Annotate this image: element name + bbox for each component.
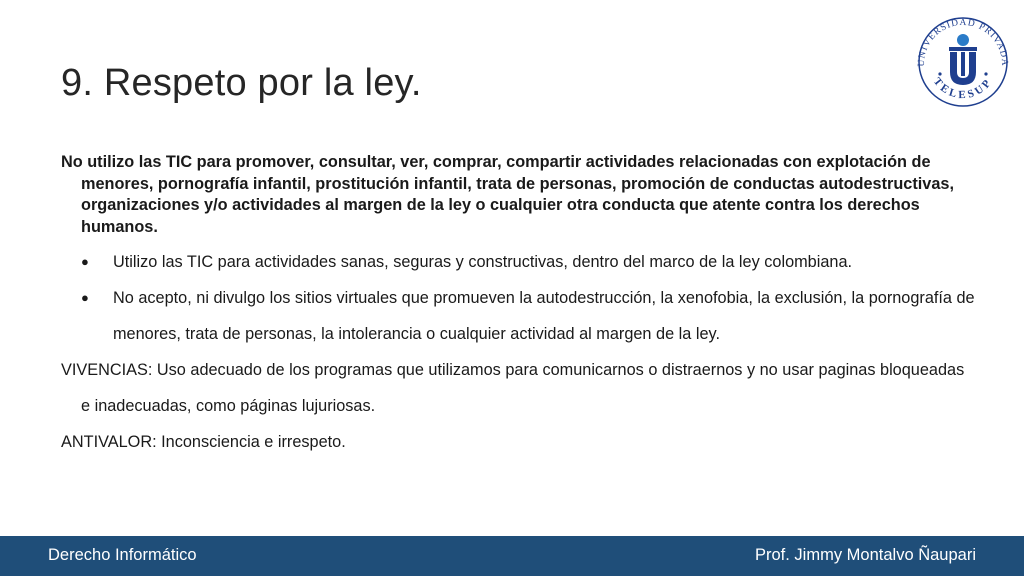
bullet-item [61, 244, 976, 280]
bullet-text: Utilizo las TIC para actividades sanas, seguras y constructivas, dentro del marco de la ley colombiana. [113, 253, 853, 271]
bullet-item [61, 280, 976, 352]
footer-bar [0, 536, 1024, 576]
bullet-text: No acepto, ni divulgo los sitios virtuales que promueven la autodestrucción, la xenofobia, la exclusión, la pornografía de menores, trata de personas, la intolerancia o cualquier actividad al margen de la ley. [113, 289, 975, 343]
footer-professor: Prof. Jimmy Montalvo Ñaupari [755, 546, 976, 564]
bullet-list [61, 244, 976, 352]
footer-course: Derecho Informático [48, 546, 197, 564]
vivencias-paragraph: VIVENCIAS: Uso adecuado de los programas que utilizamos para comunicarnos o distraernos y no usar paginas bloqueadas e inadecuadas, como páginas lujuriosas. [61, 361, 965, 415]
intro-paragraph: No utilizo las TIC para promover, consultar, ver, comprar, compartir actividades relacionadas con explotación de menores, pornografía infantil, prostitución infantil, trata de personas, promoción de conductas autodestructivas, organizaciones y/o actividades al margen de la ley o cualquier otra conducta que atente contra los derechos humanos. [61, 153, 954, 236]
slide-title: 9. Respeto por la ley. [61, 62, 422, 104]
logo-bottom-text: TELESUP [930, 75, 996, 102]
bullet-icon: ● [81, 290, 89, 305]
logo-top-text: UNIVERSIDAD PRIVADA [916, 17, 1010, 67]
antivalor-paragraph: ANTIVALOR: Inconsciencia e irrespeto. [61, 433, 346, 451]
bullet-icon: ● [81, 254, 89, 269]
slide-body [61, 152, 976, 460]
university-logo [910, 12, 1016, 110]
university-logo-icon [910, 12, 1016, 110]
